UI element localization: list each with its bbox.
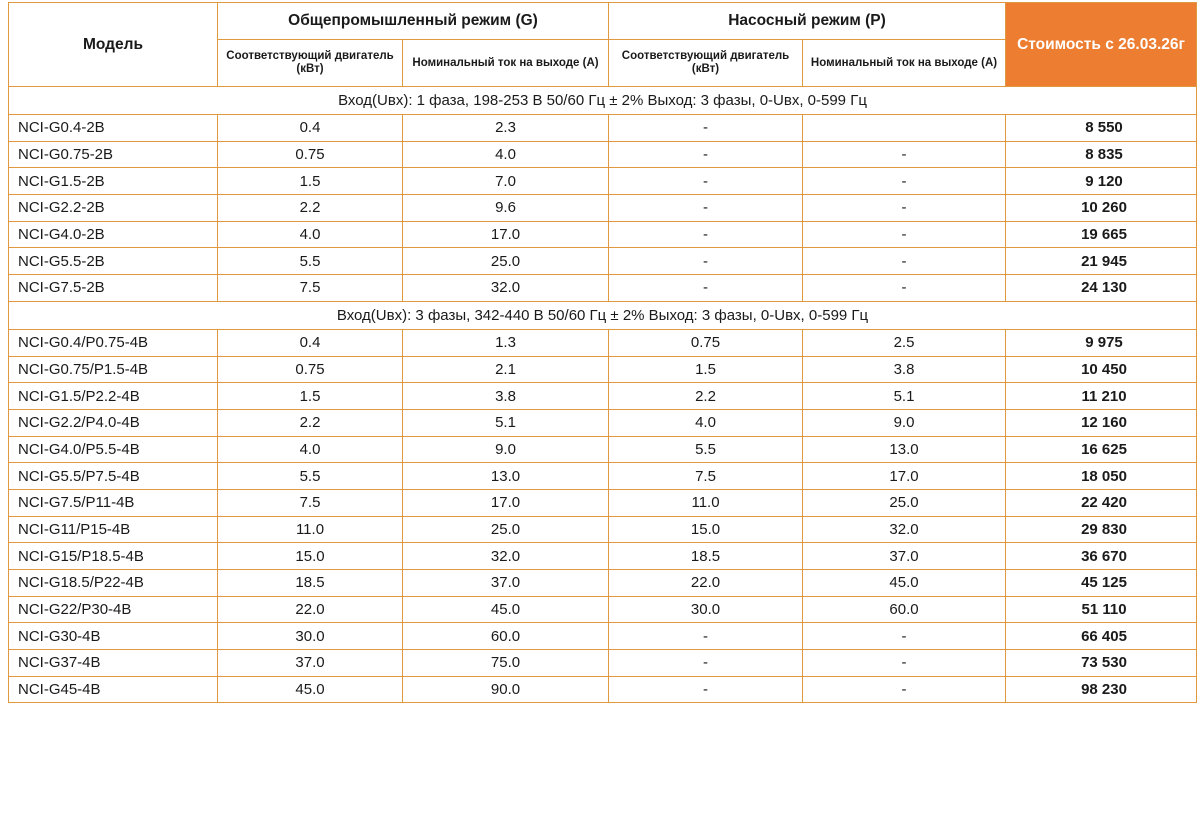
price-cell: 45 125 [1006,570,1197,597]
price-table-body [9,3,1197,703]
g-motor-cell: 0.4 [218,329,403,356]
p-current-cell: - [803,195,1006,222]
model-cell: NCI-G45-4B [9,676,218,703]
g-motor-cell: 1.5 [218,168,403,195]
p-current-cell: 25.0 [803,489,1006,516]
p-current-cell: 32.0 [803,516,1006,543]
g-motor-cell: 37.0 [218,650,403,677]
p-current-cell: 17.0 [803,463,1006,490]
g-current-cell: 3.8 [403,383,609,410]
p-motor-cell: - [609,650,803,677]
header-pump-mode: Насосный режим (P) [609,3,1006,40]
p-motor-cell: - [609,676,803,703]
table-row [9,383,1197,410]
price-cell: 73 530 [1006,650,1197,677]
section-header-row [9,87,1197,115]
g-motor-cell: 7.5 [218,275,403,302]
p-motor-cell: - [609,141,803,168]
p-motor-cell: 22.0 [609,570,803,597]
g-motor-cell: 18.5 [218,570,403,597]
price-cell: 18 050 [1006,463,1197,490]
p-current-cell: 45.0 [803,570,1006,597]
model-cell: NCI-G5.5-2B [9,248,218,275]
p-current-cell: - [803,275,1006,302]
table-row [9,596,1197,623]
table-row [9,623,1197,650]
p-current-cell: - [803,676,1006,703]
g-current-cell: 37.0 [403,570,609,597]
price-cell: 12 160 [1006,409,1197,436]
table-row [9,543,1197,570]
g-motor-cell: 7.5 [218,489,403,516]
g-current-cell: 2.3 [403,115,609,142]
table-row [9,141,1197,168]
price-cell: 8 550 [1006,115,1197,142]
g-motor-cell: 2.2 [218,409,403,436]
g-motor-cell: 0.4 [218,115,403,142]
table-row [9,329,1197,356]
model-cell: NCI-G22/P30-4B [9,596,218,623]
price-cell: 66 405 [1006,623,1197,650]
model-cell: NCI-G0.75-2B [9,141,218,168]
price-cell: 8 835 [1006,141,1197,168]
section-title: Вход(Uвх): 3 фазы, 342-440 В 50/60 Гц ± 2% Выход: 3 фазы, 0-Uвх, 0-599 Гц [9,301,1197,329]
g-motor-cell: 0.75 [218,356,403,383]
g-motor-cell: 5.5 [218,248,403,275]
table-row [9,115,1197,142]
model-cell: NCI-G0.75/P1.5-4B [9,356,218,383]
p-motor-cell: - [609,248,803,275]
p-current-cell: - [803,248,1006,275]
price-cell: 16 625 [1006,436,1197,463]
price-cell: 19 665 [1006,221,1197,248]
table-row [9,463,1197,490]
p-current-cell: 37.0 [803,543,1006,570]
g-current-cell: 60.0 [403,623,609,650]
model-cell: NCI-G18.5/P22-4B [9,570,218,597]
model-cell: NCI-G5.5/P7.5-4B [9,463,218,490]
table-row [9,409,1197,436]
price-cell: 22 420 [1006,489,1197,516]
price-cell: 29 830 [1006,516,1197,543]
price-cell: 10 260 [1006,195,1197,222]
table-row [9,275,1197,302]
g-current-cell: 2.1 [403,356,609,383]
model-cell: NCI-G30-4B [9,623,218,650]
p-current-cell: 2.5 [803,329,1006,356]
header-p-motor: Соответствующий двигатель (кВт) [609,40,803,87]
g-current-cell: 90.0 [403,676,609,703]
model-cell: NCI-G2.2/P4.0-4B [9,409,218,436]
model-cell: NCI-G7.5-2B [9,275,218,302]
header-model: Модель [9,3,218,87]
g-motor-cell: 1.5 [218,383,403,410]
p-current-cell: - [803,221,1006,248]
p-motor-cell: - [609,275,803,302]
header-row-groups [9,3,1197,40]
model-cell: NCI-G11/P15-4B [9,516,218,543]
p-current-cell: - [803,650,1006,677]
g-current-cell: 9.0 [403,436,609,463]
table-row [9,676,1197,703]
table-row [9,570,1197,597]
p-motor-cell: - [609,115,803,142]
g-motor-cell: 11.0 [218,516,403,543]
table-row [9,516,1197,543]
g-motor-cell: 22.0 [218,596,403,623]
g-current-cell: 1.3 [403,329,609,356]
model-cell: NCI-G1.5/P2.2-4B [9,383,218,410]
section-header-row [9,301,1197,329]
p-current-cell: 3.8 [803,356,1006,383]
table-row [9,650,1197,677]
p-motor-cell: - [609,221,803,248]
g-current-cell: 17.0 [403,489,609,516]
model-cell: NCI-G15/P18.5-4B [9,543,218,570]
header-p-current: Номинальный ток на выходе (А) [803,40,1006,87]
model-cell: NCI-G2.2-2B [9,195,218,222]
p-current-cell: - [803,141,1006,168]
table-row [9,436,1197,463]
price-cell: 10 450 [1006,356,1197,383]
p-motor-cell: - [609,195,803,222]
table-row [9,489,1197,516]
p-motor-cell: 0.75 [609,329,803,356]
section-title: Вход(Uвх): 1 фаза, 198-253 В 50/60 Гц ± 2% Выход: 3 фазы, 0-Uвх, 0-599 Гц [9,87,1197,115]
g-motor-cell: 15.0 [218,543,403,570]
p-motor-cell: 15.0 [609,516,803,543]
g-motor-cell: 4.0 [218,221,403,248]
g-current-cell: 32.0 [403,275,609,302]
model-cell: NCI-G4.0-2B [9,221,218,248]
g-current-cell: 25.0 [403,516,609,543]
model-cell: NCI-G37-4B [9,650,218,677]
price-cell: 11 210 [1006,383,1197,410]
price-list [8,2,1197,703]
p-motor-cell: 5.5 [609,436,803,463]
table-row [9,221,1197,248]
p-motor-cell: 2.2 [609,383,803,410]
g-motor-cell: 2.2 [218,195,403,222]
header-g-motor: Соответствующий двигатель (кВт) [218,40,403,87]
model-cell: NCI-G0.4-2B [9,115,218,142]
p-current-cell: 13.0 [803,436,1006,463]
price-cell: 51 110 [1006,596,1197,623]
price-cell: 24 130 [1006,275,1197,302]
table-row [9,195,1197,222]
price-cell: 9 120 [1006,168,1197,195]
header-general-mode: Общепромышленный режим (G) [218,3,609,40]
model-cell: NCI-G1.5-2B [9,168,218,195]
g-current-cell: 25.0 [403,248,609,275]
p-motor-cell: 1.5 [609,356,803,383]
price-cell: 98 230 [1006,676,1197,703]
header-price: Стоимость с 26.03.26г [1006,3,1197,87]
g-current-cell: 45.0 [403,596,609,623]
table-row [9,248,1197,275]
g-current-cell: 4.0 [403,141,609,168]
table-row [9,356,1197,383]
g-motor-cell: 30.0 [218,623,403,650]
g-current-cell: 32.0 [403,543,609,570]
g-current-cell: 7.0 [403,168,609,195]
p-motor-cell: - [609,168,803,195]
p-current-cell [803,115,1006,142]
model-cell: NCI-G7.5/P11-4B [9,489,218,516]
g-current-cell: 17.0 [403,221,609,248]
p-motor-cell: 30.0 [609,596,803,623]
g-motor-cell: 5.5 [218,463,403,490]
p-current-cell: 9.0 [803,409,1006,436]
price-table [8,2,1197,703]
g-current-cell: 13.0 [403,463,609,490]
p-current-cell: 5.1 [803,383,1006,410]
g-current-cell: 9.6 [403,195,609,222]
g-motor-cell: 4.0 [218,436,403,463]
p-motor-cell: 11.0 [609,489,803,516]
p-motor-cell: 18.5 [609,543,803,570]
price-cell: 36 670 [1006,543,1197,570]
price-cell: 9 975 [1006,329,1197,356]
model-cell: NCI-G4.0/P5.5-4B [9,436,218,463]
g-motor-cell: 0.75 [218,141,403,168]
p-motor-cell: 7.5 [609,463,803,490]
p-current-cell: 60.0 [803,596,1006,623]
p-current-cell: - [803,168,1006,195]
p-motor-cell: - [609,623,803,650]
price-cell: 21 945 [1006,248,1197,275]
g-current-cell: 5.1 [403,409,609,436]
header-g-current: Номинальный ток на выходе (А) [403,40,609,87]
model-cell: NCI-G0.4/P0.75-4B [9,329,218,356]
g-motor-cell: 45.0 [218,676,403,703]
p-current-cell: - [803,623,1006,650]
g-current-cell: 75.0 [403,650,609,677]
p-motor-cell: 4.0 [609,409,803,436]
table-row [9,168,1197,195]
